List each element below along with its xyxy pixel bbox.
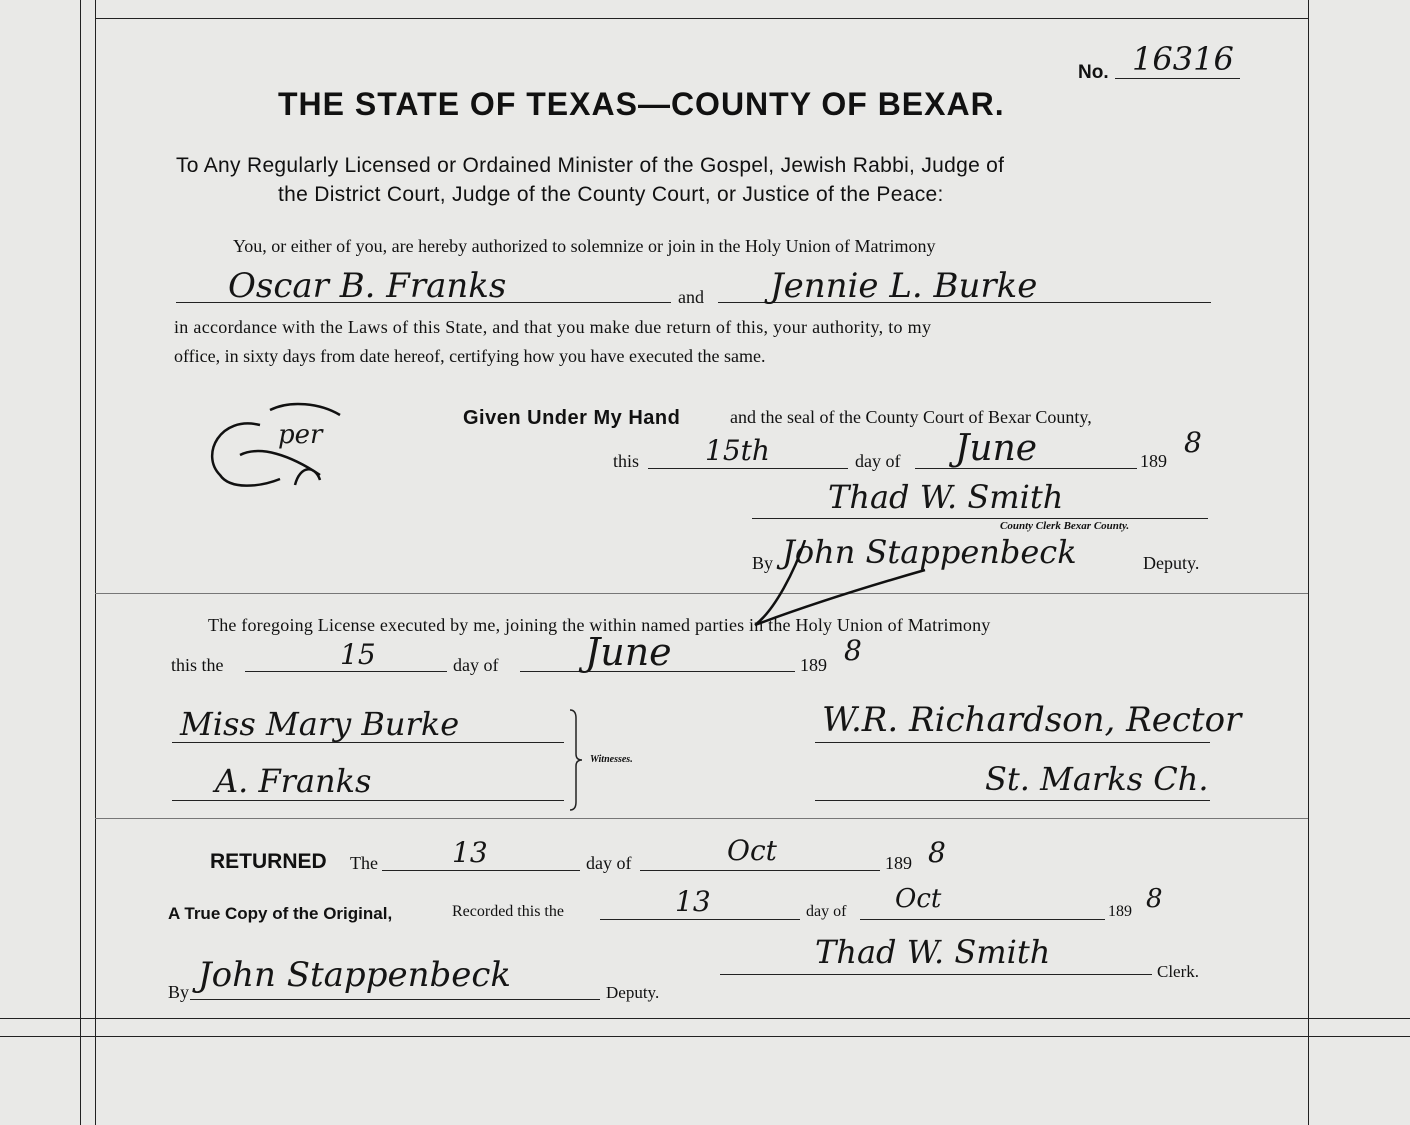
license-number-label: No. xyxy=(1078,62,1109,83)
returned-month-line xyxy=(640,870,880,871)
license-number-value: 16316 xyxy=(1132,40,1234,78)
left-border-inner xyxy=(95,0,96,1125)
deputy-signature: John Stappenbeck xyxy=(782,533,1077,571)
cert-day-of-label: day of xyxy=(453,655,499,675)
cert-month: June xyxy=(585,630,672,674)
license-day: 15th xyxy=(705,434,770,467)
officiant2-line xyxy=(815,800,1210,801)
section-divider-1 xyxy=(95,593,1308,594)
record-deputy-line xyxy=(190,999,600,1000)
body-line-2: office, in sixty days from date hereof, certifying how you have executed the same. xyxy=(174,346,766,366)
and-label: and xyxy=(678,287,704,307)
license-year-prefix: 189 xyxy=(1140,451,1167,471)
this-label: this xyxy=(613,451,640,471)
clerk-caption: County Clerk Bexar County. xyxy=(1000,520,1130,532)
address-line-2: the District Court, Judge of the County Court, or Justice of the Peace: xyxy=(278,183,944,206)
license-month: June xyxy=(955,428,1038,469)
cert-year-suffix: 8 xyxy=(844,634,862,667)
returned-day: 13 xyxy=(452,836,488,869)
cert-this-the-label: this the xyxy=(171,655,224,675)
document-title: THE STATE OF TEXAS—COUNTY OF BEXAR. xyxy=(278,86,1005,122)
clerk-line xyxy=(752,518,1208,519)
bride-name: Jennie L. Burke xyxy=(770,266,1038,306)
cert-day-line xyxy=(245,671,447,672)
clerk-signature: Thad W. Smith xyxy=(828,478,1064,516)
section-divider-2 xyxy=(95,818,1308,819)
margin-flourish xyxy=(200,395,370,505)
record-by-label: By xyxy=(168,982,190,1002)
recorded-day-of-label: day of xyxy=(806,903,847,920)
record-clerk-label: Clerk. xyxy=(1157,962,1200,981)
given-under-hand: Given Under My Hand xyxy=(463,407,681,429)
officiant-line-1: W.R. Richardson, Rector xyxy=(822,700,1242,740)
true-copy-label: A True Copy of the Original, xyxy=(168,904,393,923)
margin-note: per xyxy=(278,420,323,450)
given-rest: and the seal of the County Court of Bexar County, xyxy=(730,407,1092,427)
license-number-line xyxy=(1115,78,1240,79)
returned-day-line xyxy=(382,870,580,871)
witnesses-label: Witnesses. xyxy=(590,754,633,765)
recorded-day: 13 xyxy=(675,885,711,918)
left-border-outer xyxy=(80,0,81,1125)
license-year-suffix: 8 xyxy=(1184,426,1202,459)
returned-day-of-label: day of xyxy=(586,853,632,873)
recorded-year-prefix: 189 xyxy=(1108,903,1132,920)
deputy-label: Deputy. xyxy=(1143,553,1200,573)
bottom-border-2 xyxy=(0,1036,1410,1037)
record-deputy-signature: John Stappenbeck xyxy=(198,955,512,995)
returned-the-label: The xyxy=(350,853,378,873)
returned-label: RETURNED xyxy=(210,850,327,873)
cert-day: 15 xyxy=(340,638,376,671)
deputy-by-label: By xyxy=(752,553,774,573)
body-line-1: in accordance with the Laws of this State, and that you make due return of this, your authority, to my xyxy=(174,317,932,337)
right-border xyxy=(1308,0,1309,1125)
returned-year-suffix: 8 xyxy=(928,836,946,869)
top-border xyxy=(95,18,1308,19)
record-clerk-line xyxy=(720,974,1152,975)
recorded-month-line xyxy=(860,919,1105,920)
record-clerk-signature: Thad W. Smith xyxy=(815,933,1051,971)
recorded-year-suffix: 8 xyxy=(1146,884,1163,914)
day-line xyxy=(648,468,848,469)
record-deputy-label: Deputy. xyxy=(606,983,660,1002)
certificate-statement: The foregoing License executed by me, joining the within named parties in the Holy Union of Matrimony xyxy=(208,615,991,635)
authorization-text: You, or either of you, are hereby authorized to solemnize or join in the Holy Union of Matrimony xyxy=(233,236,936,256)
groom-name: Oscar B. Franks xyxy=(228,266,507,306)
address-line-1: To Any Regularly Licensed or Ordained Minister of the Gospel, Jewish Rabbi, Judge of xyxy=(176,154,1005,177)
license-day-of-label: day of xyxy=(855,451,901,471)
witness-1: Miss Mary Burke xyxy=(180,705,460,743)
officiant1-line xyxy=(815,742,1210,743)
cert-year-prefix: 189 xyxy=(800,655,827,675)
bottom-border-1 xyxy=(0,1018,1410,1019)
witness-2: A. Franks xyxy=(215,762,372,800)
officiant-line-2: St. Marks Ch. xyxy=(985,760,1209,798)
returned-year-prefix: 189 xyxy=(885,853,912,873)
witness2-line xyxy=(172,800,564,801)
recorded-month: Oct xyxy=(895,884,942,914)
recorded-day-line xyxy=(600,919,800,920)
recorded-label: Recorded this the xyxy=(452,903,564,920)
returned-month: Oct xyxy=(727,834,777,867)
witness-bracket xyxy=(568,708,584,812)
